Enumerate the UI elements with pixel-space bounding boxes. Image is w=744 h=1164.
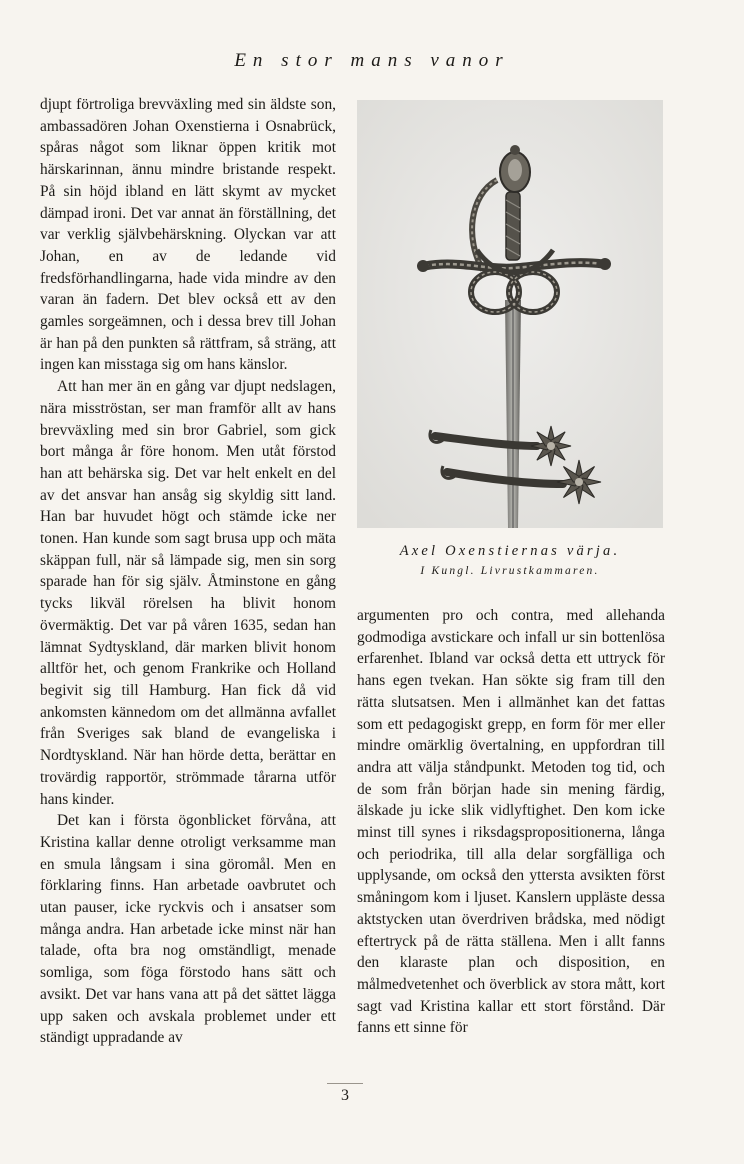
footer-rule xyxy=(327,1083,363,1084)
right-column xyxy=(357,605,665,1039)
paragraph: argumenten pro och contra, med allehanda godmodiga avstickare och infall ur sin bottenlösa erfarenhet. Ibland var också detta ett uttryck för hans egen tvekan. Han sökte sig fram till den rätta slutsatsen. Men i allmänhet kan det fattas som ett pedagogiskt grepp, en form för mer eller mindre omärklig övertalning, en uppfordran till andra att välja ståndpunkt. Metoden tog tid, och de som från början hade sin mening färdig, älskade ju icke slik vidlyftighet. Den kom icke minst till synes i riksdagspropositionerna, långa och periodrika, till alla delar sorgfälliga och upplysande, om också den yttersta avsikten först småningom kom i ljuset. Kanslern uppläste dessa aktstycken utan överdriven brådska, med nödigt eftertryck på de rätta ställena. Men i allt fanns den klaraste plan och disposition, en målmedvetenhet och överblick av stora mått, kort sagt vad Kristina kallar ett stort förstånd. Där fanns ett sinne för xyxy=(357,607,665,1037)
paragraph: Det kan i första ögonblicket förvåna, att Kristina kallar denne otroligt verksamme man en smula långsam i sina göromål. Men en förklaring finns. Han arbetade oavbrutet och utan pauser, icke ryckvis och i ansatser som många andra. Han arbetade icke minst när han talade, ofta bra nog omständligt, menade somliga, som föga förstodo hans sätt och avsikt. Det var hans vana att på det sättet lägga upp saken och avskala problemet under ett ständigt uppradande av xyxy=(40,812,336,1047)
sword-photograph xyxy=(357,100,663,528)
page-number: 3 xyxy=(341,1087,349,1104)
left-column xyxy=(40,94,336,1049)
figure-caption-source: I Kungl. Livrustkammaren. xyxy=(420,565,600,577)
sword-illustration xyxy=(357,100,663,528)
paragraph: djupt förtroliga brevväxling med sin äldste son, ambassadören Johan Oxenstierna i Osnabrück, spåras något som liknar öppen kritik mot härskarinnan, ännu mindre bristande respekt. På sin höjd ibland en lätt skymt av mycket dämpad ironi. Det var annat än förställning, det var verklig självbehärskning. Olyckan var att Johan, en av de ledande vid fredsförhandlingarna, hade vida mindre av den varan än fadern. Det blev också ett av den gamles sorgeämnen, och i dessa brev till Johan är han på den punkten så rättfram, så sträng, att ingen kan misstaga sig om hans känslor. xyxy=(40,96,336,374)
figure-caption-title: Axel Oxenstiernas värja. xyxy=(399,543,621,559)
running-head: En stor mans vanor xyxy=(234,50,510,71)
paragraph: Att han mer än en gång var djupt nedslagen, nära misströstan, ser man framför allt av hans brevväxling med sin bror Gabriel, som gick bort många år före honom. Men utåt förstod han att behärska sig. Det var helt enkelt en del av det ansvar han ansåg sig skyldig sitt land. Han bar huvudet högt och stämde icke ner tonen. Han kunde som sagt brusa upp och mäta skäppan full, när så lämpade sig, men sin sorg sparade han för sig själv. Åtminstone en gång tycks likväl rörelsen ha blivit honom övermäktig. Det var på våren 1635, sedan han lämnat Sydtyskland, där marken blivit honom alltför het, och genom Frankrike och Holland begivit sig till Hamburg. Han fick då vid ankomsten kännedom om det allmänna avfallet från Sveriges sak bland de evangeliska i Nordtyskland. När han hörde detta, berättar en trovärdig rapportör, strömmade tårarna utför hans kinder. xyxy=(40,378,336,808)
